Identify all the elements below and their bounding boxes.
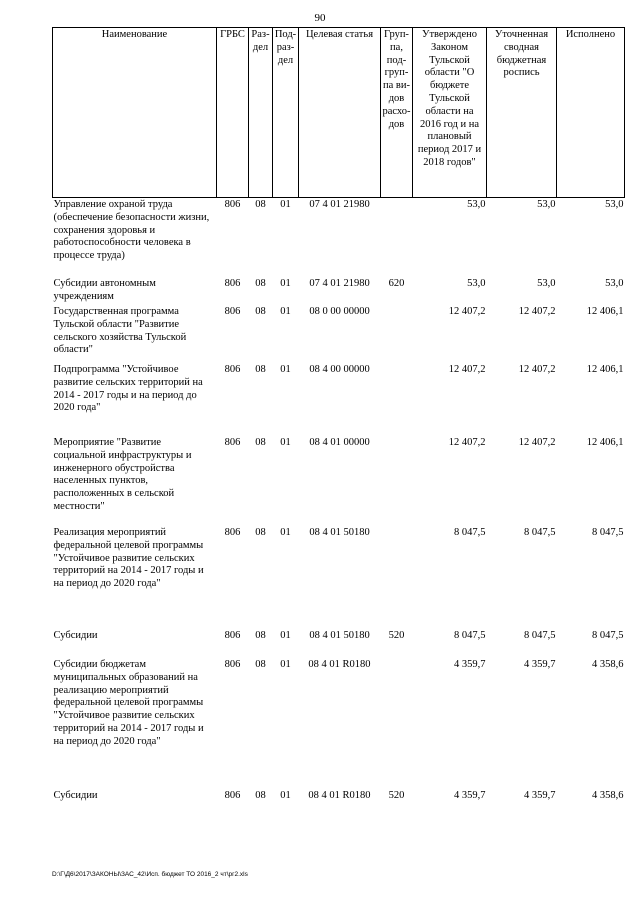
row-razdel: 08: [255, 630, 266, 641]
table-row: [53, 659, 625, 790]
row-revised: 53,0: [537, 278, 556, 289]
file-path-footer: D:\Г\Д6\2017\ЗАКОНЫ\ЗАС_42\Исп. бюджет ТО 2016_2 чт\рг2.xls: [52, 871, 248, 878]
row-grbs: 806: [224, 790, 241, 801]
row-podrazdel: 01: [280, 278, 291, 289]
row-target: 08 0 00 00000: [309, 306, 370, 317]
row-razdel: 08: [255, 199, 266, 210]
row-podrazdel: 01: [280, 437, 291, 448]
row-name: Управление охраной труда (обеспечение безопасности жизни, сохранения здоровья и работоспособности человека в процессе труда): [53, 199, 210, 262]
row-approved: 8 047,5: [454, 527, 486, 538]
row-group: [381, 306, 413, 364]
row-razdel: 08: [255, 527, 266, 538]
row-podrazdel: 01: [280, 527, 291, 538]
page-number: 90: [314, 12, 326, 24]
row-name: Субсидии: [53, 790, 98, 801]
header-name: Наименование: [53, 28, 217, 198]
row-revised: 12 407,2: [518, 306, 556, 317]
row-grbs: 806: [224, 278, 241, 289]
row-target: 08 4 01 00000: [309, 437, 370, 448]
row-executed: 12 406,1: [586, 437, 624, 448]
row-razdel: 08: [255, 437, 266, 448]
budget-table: [52, 27, 625, 806]
table-row: [53, 278, 625, 306]
row-group: [381, 437, 413, 527]
row-grbs: 806: [224, 630, 241, 641]
header-approved: Утверждено Законом Тульской области "О бюджете Тульской области на 2016 год и на плановый период 2017 и 2018 годов": [413, 28, 487, 198]
row-razdel: 08: [255, 659, 266, 670]
row-razdel: 08: [255, 278, 266, 289]
row-target: 07 4 01 21980: [309, 199, 370, 210]
table-row: [53, 630, 625, 659]
row-executed: 4 358,6: [592, 790, 624, 801]
row-name: Мероприятие "Развитие социальной инфраструктуры и инженерного обустройства населенных пунктов, расположенных в сельской местности": [53, 437, 192, 512]
row-podrazdel: 01: [280, 790, 291, 801]
row-approved: 12 407,2: [448, 306, 486, 317]
row-name: Субсидии автономным учреждениям: [53, 278, 156, 302]
row-target: 08 4 01 R0180: [308, 659, 371, 670]
row-name: Государственная программа Тульской области "Развитие сельского хозяйства Тульской области": [53, 306, 187, 356]
row-grbs: 806: [224, 659, 241, 670]
row-podrazdel: 01: [280, 364, 291, 375]
row-revised: 8 047,5: [524, 630, 556, 641]
row-group: 520: [388, 630, 405, 641]
row-approved: 53,0: [467, 278, 486, 289]
row-name: Субсидии бюджетам муниципальных образований на реализацию мероприятий федеральной целевой программы "Устойчивое развитие сельских территорий на 2014 - 2017 годы и на период до 2020 года": [53, 659, 204, 747]
row-podrazdel: 01: [280, 659, 291, 670]
row-approved: 4 359,7: [454, 790, 486, 801]
row-revised: 8 047,5: [524, 527, 556, 538]
row-executed: 8 047,5: [592, 630, 624, 641]
row-group: 620: [388, 278, 405, 289]
row-group: [381, 199, 413, 278]
row-target: 08 4 00 00000: [309, 364, 370, 375]
row-executed: 53,0: [605, 199, 624, 210]
table-row: [53, 364, 625, 437]
table-row: [53, 437, 625, 527]
row-approved: 4 359,7: [454, 659, 486, 670]
row-group: [381, 527, 413, 630]
row-executed: 4 358,6: [592, 659, 624, 670]
row-podrazdel: 01: [280, 199, 291, 210]
row-executed: 8 047,5: [592, 527, 624, 538]
table-row: [53, 199, 625, 278]
row-target: 07 4 01 21980: [309, 278, 370, 289]
row-target: 08 4 01 50180: [309, 527, 370, 538]
row-podrazdel: 01: [280, 630, 291, 641]
row-executed: 12 406,1: [586, 364, 624, 375]
row-approved: 12 407,2: [448, 364, 486, 375]
row-revised: 4 359,7: [524, 659, 556, 670]
row-grbs: 806: [224, 437, 241, 448]
row-razdel: 08: [255, 364, 266, 375]
row-name: Подпрограмма "Устойчивое развитие сельских территорий на 2014 - 2017 годы и на период до 2020 года": [53, 364, 203, 414]
row-revised: 12 407,2: [518, 364, 556, 375]
row-name: Реализация мероприятий федеральной целевой программы "Устойчивое развитие сельских территорий на 2014 - 2017 годы и на период до 2020 года": [53, 527, 204, 590]
row-grbs: 806: [224, 306, 241, 317]
row-group: [381, 364, 413, 437]
header-row: [53, 28, 625, 198]
row-revised: 12 407,2: [518, 437, 556, 448]
row-approved: 12 407,2: [448, 437, 486, 448]
row-target: 08 4 01 50180: [309, 630, 370, 641]
table-row: [53, 790, 625, 806]
header-revised: Уточненная сводная бюджетная роспись: [487, 28, 557, 198]
row-razdel: 08: [255, 306, 266, 317]
row-name: Субсидии: [53, 630, 98, 641]
header-grbs: ГРБС: [217, 28, 249, 198]
row-grbs: 806: [224, 199, 241, 210]
row-executed: 53,0: [605, 278, 624, 289]
row-grbs: 806: [224, 527, 241, 538]
row-revised: 4 359,7: [524, 790, 556, 801]
row-podrazdel: 01: [280, 306, 291, 317]
row-executed: 12 406,1: [586, 306, 624, 317]
header-group: Груп-па, под-груп-па ви-дов расхо-дов: [381, 28, 413, 198]
table-row: [53, 527, 625, 630]
row-group: 520: [388, 790, 405, 801]
row-razdel: 08: [255, 790, 266, 801]
row-grbs: 806: [224, 364, 241, 375]
row-revised: 53,0: [537, 199, 556, 210]
row-approved: 53,0: [467, 199, 486, 210]
row-target: 08 4 01 R0180: [308, 790, 371, 801]
header-razdel: Раз-дел: [249, 28, 273, 198]
header-executed: Исполнено: [557, 28, 625, 198]
header-target: Целевая статья: [299, 28, 381, 198]
header-podrazdel: Под-раз-дел: [273, 28, 299, 198]
table-row: [53, 306, 625, 364]
row-approved: 8 047,5: [454, 630, 486, 641]
row-group: [381, 659, 413, 790]
